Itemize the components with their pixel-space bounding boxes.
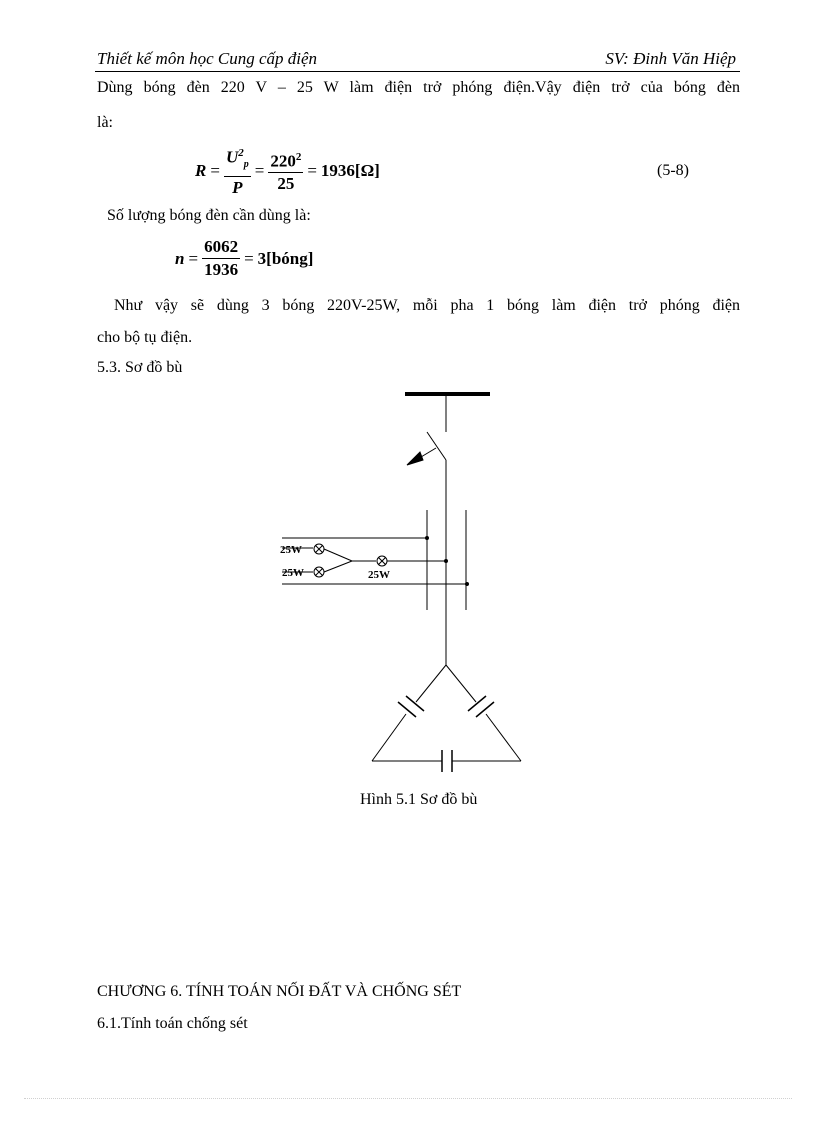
paragraph-line: là:: [97, 114, 113, 131]
eq-result: 3[bóng]: [257, 248, 314, 268]
eq-lhs: n: [175, 248, 185, 268]
eq-num: 6062: [202, 236, 240, 259]
paragraph-line: Như vậy sẽ dùng 3 bóng 220V-25W, mỗi pha 1 bóng làm điện trở phóng điện: [114, 297, 740, 314]
delta-branch: [416, 665, 446, 702]
lamp-label: 25W: [282, 567, 304, 579]
paragraph-line: cho bộ tụ điện.: [97, 329, 193, 346]
capacitor-plate: [406, 696, 424, 711]
equation-number: (5-8): [657, 162, 689, 179]
eq-den: P: [232, 178, 243, 198]
eq-num-sub: p: [243, 159, 249, 171]
delta-branch: [446, 665, 476, 702]
chapter-heading: CHƯƠNG 6. TÍNH TOÁN NỐI ĐẤT VÀ CHỐNG SÉT: [97, 983, 462, 1000]
switch-arrow-head: [407, 452, 423, 465]
header-left-title: Thiết kế môn học Cung cấp điện: [97, 49, 318, 68]
eq-num-sup: 2: [295, 150, 302, 163]
eq-result: 1936[Ω]: [320, 160, 380, 180]
section-heading: 6.1.Tính toán chống sét: [97, 1015, 248, 1032]
equation-lamp-count: n = $\frac{6062}{1936}$ = 3[bóng]: [175, 237, 314, 279]
page-footer-dots: [24, 1098, 792, 1099]
header-right-author: SV: Đinh Văn Hiệp: [605, 49, 736, 68]
switch-blade: [427, 432, 446, 460]
capacitor-plate: [476, 702, 494, 717]
capacitor-plate: [468, 696, 486, 711]
lamp-wire: [324, 561, 352, 572]
lamp-label: 25W: [368, 569, 390, 581]
delta-branch: [486, 714, 521, 761]
delta-branch: [372, 714, 406, 761]
lamp-label: 25W: [280, 544, 302, 556]
lamp-wire: [324, 549, 352, 561]
capacitor-plate: [398, 702, 416, 717]
eq-lhs: R: [195, 160, 207, 180]
eq-den: 25: [277, 174, 295, 194]
section-heading: 5.3. Sơ đồ bù: [97, 359, 183, 376]
eq-den: 1936: [204, 260, 239, 279]
figure-caption: Hình 5.1 Sơ đồ bù: [360, 791, 478, 808]
eq-num-base: 220: [270, 151, 296, 171]
eq-num-base: U: [225, 147, 239, 167]
equation-resistance: R = $\frac{U^2_p}{P}$ = $\frac{220^2}{25}$ = 1936[Ω]: [195, 142, 380, 199]
eq-num-sup: 2: [238, 147, 244, 159]
paragraph-line: Số lượng bóng đèn cần dùng là:: [107, 207, 311, 224]
paragraph-line: Dùng bóng đèn 220 V – 25 W làm điện trở phóng điện.Vậy điện trở của bóng đèn: [97, 79, 740, 96]
